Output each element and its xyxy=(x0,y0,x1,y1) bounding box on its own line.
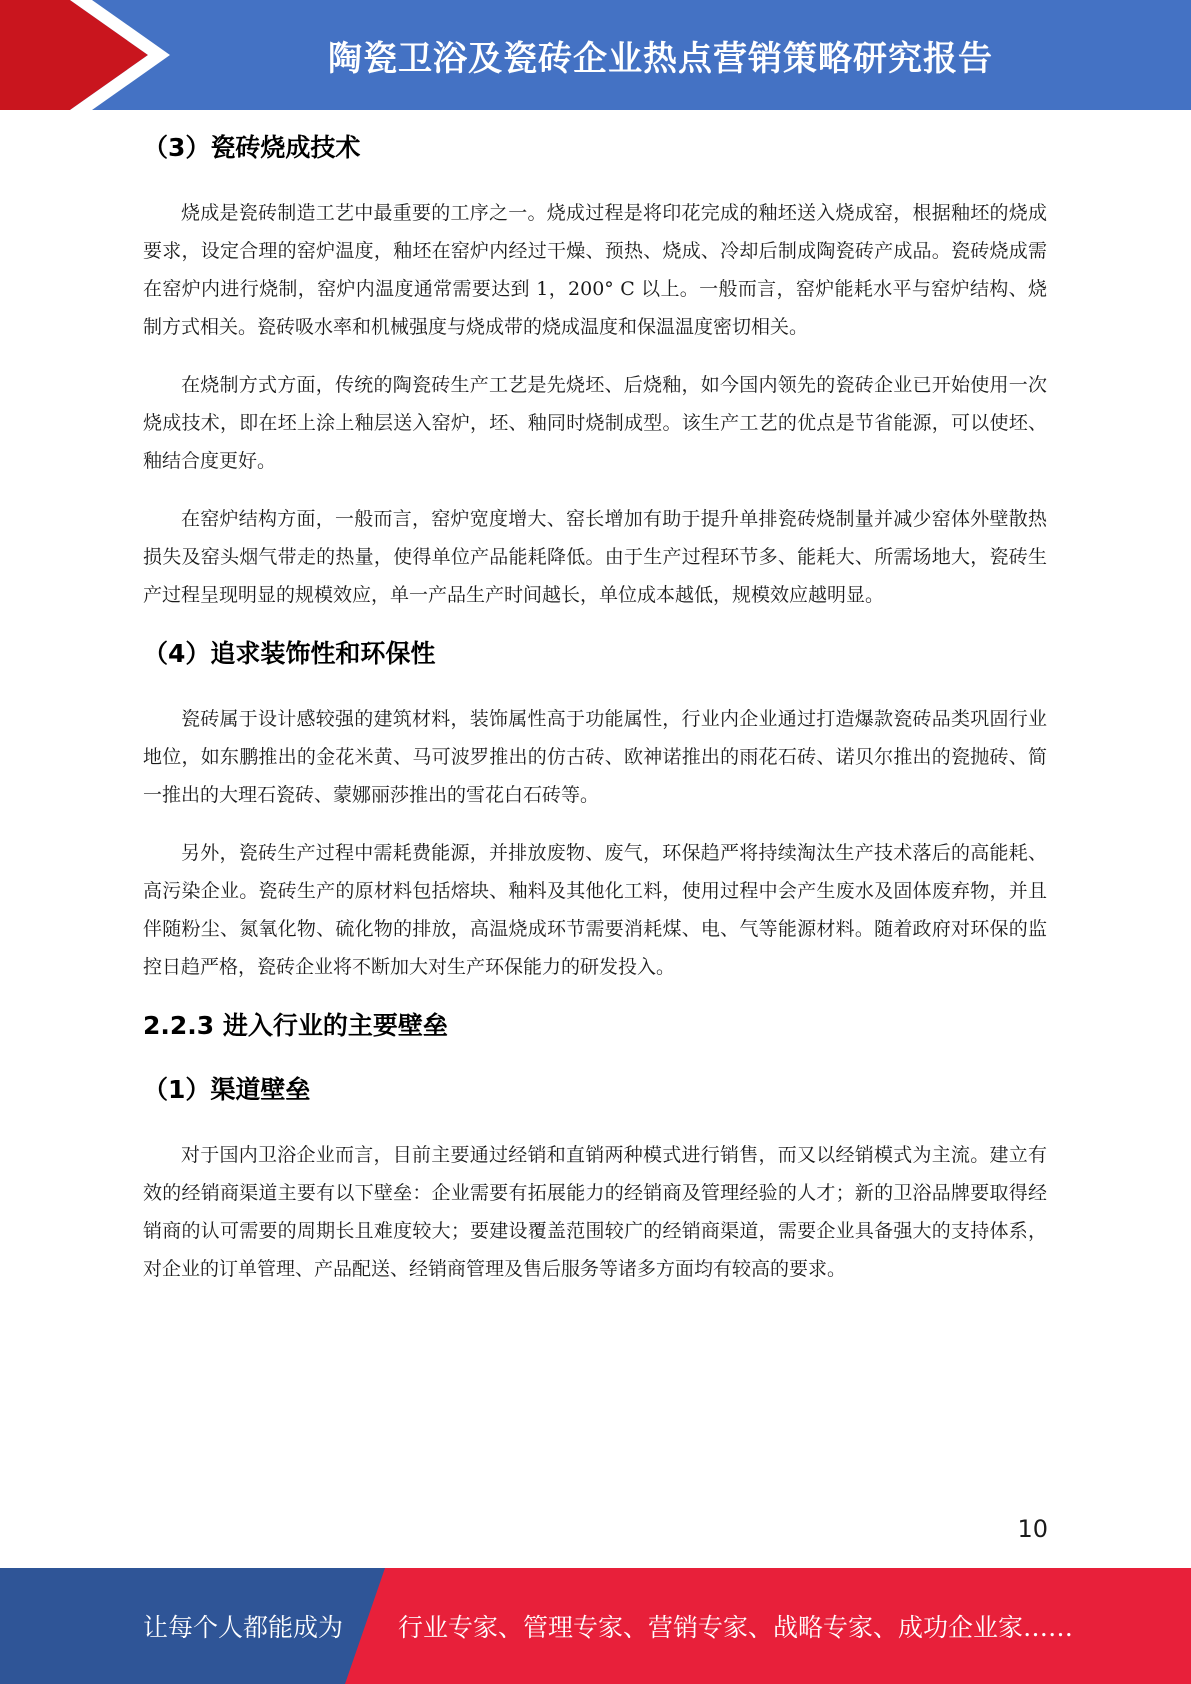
page-number: 10 xyxy=(1017,1515,1048,1543)
document-body xyxy=(143,118,1047,1288)
paragraph: 对于国内卫浴企业而言，目前主要通过经销和直销两种模式进行销售，而又以经销模式为主流。建立有效的经销商渠道主要有以下壁垒：企业需要有拓展能力的经销商及管理经验的人才；新的卫浴品牌要取得经销商的认可需要的周期长且难度较大；要建设覆盖范围较广的经销商渠道，需要企业具备强大的支持体系，对企业的订单管理、产品配送、经销商管理及售后服务等诸多方面均有较高的要求。 xyxy=(143,1144,1047,1280)
footer-slogan-left: 让每个人都能成为 xyxy=(143,1613,344,1642)
paragraph: 在烧制方式方面，传统的陶瓷砖生产工艺是先烧坯、后烧釉，如今国内领先的瓷砖企业已开始使用一次烧成技术，即在坯上涂上釉层送入窑炉，坯、釉同时烧制成型。该生产工艺的优点是节省能源，可以使坯、釉结合度更好。 xyxy=(143,374,1047,472)
paragraph: 另外，瓷砖生产过程中需耗费能源，并排放废物、废气，环保趋严将持续淘汰生产技术落后的高能耗、高污染企业。瓷砖生产的原材料包括熔块、釉料及其他化工料，使用过程中会产生废水及固体废弃物，并且伴随粉尘、氮氧化物、硫化物的排放，高温烧成环节需要消耗煤、电、气等能源材料。随着政府对环保的监控日趋严格，瓷砖企业将不断加大对生产环保能力的研发投入。 xyxy=(143,842,1047,978)
page-header xyxy=(0,0,1191,110)
header-title: 陶瓷卫浴及瓷砖企业热点营销策略研究报告 xyxy=(328,38,993,79)
footer-slogan-right: 行业专家、管理专家、营销专家、战略专家、成功企业家…… xyxy=(398,1613,1074,1642)
subsection-heading-barriers: 2.2.3 进入行业的主要壁垒 xyxy=(143,1011,448,1040)
paragraph: 瓷砖属于设计感较强的建筑材料，装饰属性高于功能属性，行业内企业通过打造爆款瓷砖品类巩固行业地位，如东鹏推出的金花米黄、马可波罗推出的仿古砖、欧神诺推出的雨花石砖、诺贝尔推出的瓷抛砖、简一推出的大理石瓷砖、蒙娜丽莎推出的雪花白石砖等。 xyxy=(143,708,1047,806)
page-footer xyxy=(0,1568,1191,1684)
section-heading-decoration-environment: （4）追求装饰性和环保性 xyxy=(143,639,436,668)
paragraph: 在窑炉结构方面，一般而言，窑炉宽度增大、窑长增加有助于提升单排瓷砖烧制量并减少窑体外壁散热损失及窑头烟气带走的热量，使得单位产品能耗降低。由于生产过程环节多、能耗大、所需场地大，瓷砖生产过程呈现明显的规模效应，单一产品生产时间越长，单位成本越低，规模效应越明显。 xyxy=(143,508,1047,606)
section-heading-channel-barrier: （1）渠道壁垒 xyxy=(143,1075,311,1104)
paragraph: 烧成是瓷砖制造工艺中最重要的工序之一。烧成过程是将印花完成的釉坯送入烧成窑，根据釉坯的烧成要求，设定合理的窑炉温度，釉坯在窑炉内经过干燥、预热、烧成、冷却后制成陶瓷砖产成品。瓷砖烧成需在窑炉内进行烧制，窑炉内温度通常需要达到 1，200° C 以上。一般而言，窑炉能耗水平与窑炉结构、烧制方式相关。瓷砖吸水率和机械强度与烧成带的烧成温度和保温温度密切相关。 xyxy=(143,202,1047,338)
section-heading-kiln-technology: （3）瓷砖烧成技术 xyxy=(143,133,361,162)
header-red-arrow xyxy=(0,0,148,110)
